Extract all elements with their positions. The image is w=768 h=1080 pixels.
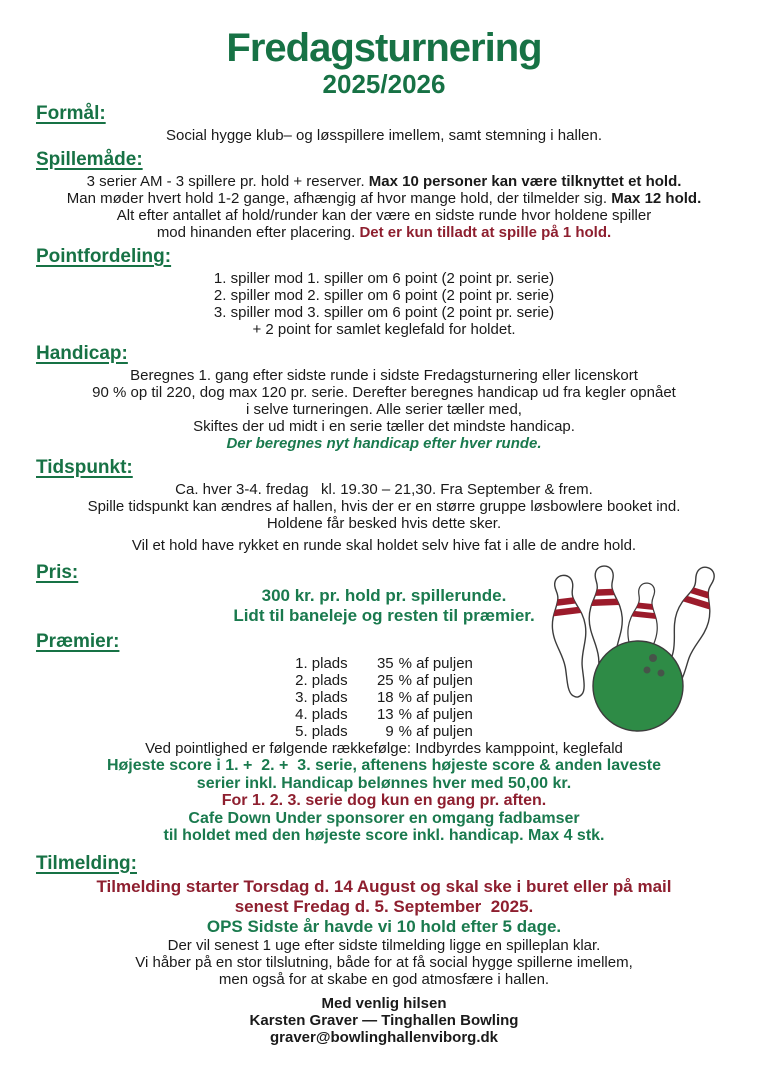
- signature-email: graver@bowlinghallenviborg.dk: [270, 1028, 498, 1046]
- tilmelding-ops: OPS Sidste år havde vi 10 hold efter 5 dage.: [206, 916, 562, 936]
- formaal-body: Social hygge klub– og løsspillere imellem, samt stemning i hallen.: [165, 127, 603, 144]
- bowling-ball-icon: [593, 641, 683, 731]
- prize-place: 2. plads: [295, 672, 348, 689]
- pointfordeling-line-1: 1. spiller mod 1. spiller om 6 point (2 point pr. serie): [213, 270, 555, 287]
- prize-place: 3. plads: [295, 689, 348, 706]
- text-run: 3 serier AM - 3 spillere pr. hold + reserver.: [86, 173, 369, 190]
- tidspunkt-line-2: Spille tidspunkt kan ændres af hallen, hvis der er en større gruppe løsbowlere booket ind.: [87, 498, 681, 515]
- praemier-bonus-5: til holdet med den højeste score inkl. handicap. Max 4 stk.: [163, 827, 605, 844]
- text-run: mod hinanden efter placering.: [156, 224, 360, 241]
- pointfordeling-line-3: 3. spiller mod 3. spiller om 6 point (2 point pr. serie): [213, 304, 555, 321]
- tidspunkt-line-4: Vil et hold have rykket en runde skal holdet selv hive fat i alle de andre hold.: [131, 537, 637, 554]
- handicap-line-2: 90 % op til 220, dog max 120 pr. serie. Derefter beregnes handicap ud fra kegler opnået: [92, 384, 676, 401]
- spillemaade-line-1: [36, 173, 732, 190]
- prize-place: 5. plads: [295, 723, 348, 740]
- prize-row: [295, 689, 473, 706]
- tidspunkt-line-1: Ca. hver 3-4. fredag kl. 19.30 – 21,30. Fra September & frem.: [175, 481, 593, 498]
- praemier-bonus-2: serier inkl. Handicap belønnes hver med 50,00 kr.: [196, 774, 572, 792]
- tilmelding-line-5: Vi håber på en stor tilslutning, både for at få social hygge spillerne imellem,: [135, 953, 633, 971]
- text-run-red: Det er kun tilladt at spille på 1 hold.: [359, 224, 612, 241]
- bowling-pins-and-ball-icon: [548, 558, 756, 733]
- handicap-line-4: Skiftes der ud midt i en serie tæller det mindste handicap.: [193, 418, 575, 435]
- prize-row: [295, 706, 473, 723]
- text-run-bold: Max 10 personer kan være tilknyttet et hold.: [368, 173, 682, 190]
- heading-tilmelding: Tilmelding:: [36, 852, 137, 874]
- prize-place: 1. plads: [295, 655, 348, 672]
- heading-pris: Pris:: [36, 562, 79, 583]
- heading-praemier: Præmier:: [36, 631, 120, 652]
- heading-spillemaade: Spillemåde:: [36, 149, 143, 170]
- heading-handicap: Handicap:: [36, 343, 128, 364]
- prize-row: [295, 655, 473, 672]
- prize-pct: 25: [376, 672, 394, 689]
- prize-place: 4. plads: [295, 706, 348, 723]
- prize-table: [295, 655, 473, 740]
- prize-suffix: % af puljen: [398, 672, 473, 689]
- prize-suffix: % af puljen: [398, 706, 473, 723]
- section-tilmelding: [36, 853, 732, 988]
- section-spillemaade: [36, 149, 732, 241]
- pointfordeling-line-2: 2. spiller mod 2. spiller om 6 point (2 point pr. serie): [213, 287, 555, 304]
- prize-suffix: % af puljen: [398, 689, 473, 706]
- prize-row: [295, 723, 473, 740]
- prize-pct: 9: [385, 723, 394, 740]
- section-pointfordeling: [36, 246, 732, 338]
- praemier-tiebreak: Ved pointlighed er følgende rækkefølge: Indbyrdes kamppoint, keglefald: [145, 740, 623, 757]
- spillemaade-line-3: Alt efter antallet af hold/runder kan der være en sidste runde hvor holdene spiller: [116, 207, 652, 224]
- tidspunkt-line-3: Holdene får besked hvis dette sker.: [266, 515, 502, 532]
- section-tidspunkt: [36, 457, 732, 554]
- praemier-bonus-4: Cafe Down Under sponsorer en omgang fadbamser: [188, 809, 580, 827]
- prize-pct: 13: [376, 706, 394, 723]
- page-title: Fredagsturnering: [226, 26, 542, 70]
- heading-formaal: Formål:: [36, 103, 106, 124]
- prize-suffix: % af puljen: [398, 723, 473, 740]
- heading-pointfordeling: Pointfordeling:: [36, 246, 172, 267]
- prize-row: [295, 672, 473, 689]
- praemier-bonus-1: Højeste score i 1. + 2. + 3. serie, aftenens højeste score & anden laveste: [106, 757, 662, 774]
- season-subtitle: 2025/2026: [322, 69, 446, 99]
- pris-line-1: 300 kr. pr. hold pr. spillerunde.: [261, 586, 507, 605]
- handicap-line-3: i selve turneringen. Alle serier tæller med,: [246, 401, 522, 418]
- text-run: Man møder hvert hold 1-2 gange, afhængig af hvor mange hold, der tilmelder sig.: [66, 190, 612, 207]
- heading-tidspunkt: Tidspunkt:: [36, 457, 133, 478]
- tilmelding-line-1: Tilmelding starter Torsdag d. 14 August og skal ske i buret eller på mail: [96, 876, 672, 896]
- prize-pct: 35: [376, 655, 394, 672]
- signature-greeting: Med venlig hilsen: [321, 994, 447, 1012]
- section-signature: [36, 995, 732, 1046]
- tilmelding-line-4: Der vil senest 1 uge efter sidste tilmelding ligge en spilleplan klar.: [167, 936, 601, 954]
- prize-pct: 18: [376, 689, 394, 706]
- handicap-note: Der beregnes nyt handicap efter hver runde.: [226, 435, 542, 452]
- section-formaal: [36, 103, 732, 144]
- pris-line-2: Lidt til baneleje og resten til præmier.: [233, 606, 535, 625]
- pointfordeling-line-4: + 2 point for samlet keglefald for holdet.: [252, 321, 516, 338]
- bowling-pin-icon: [548, 573, 597, 699]
- tilmelding-line-6: men også for at skabe en god atmosfære i hallen.: [218, 970, 550, 988]
- signature-name: Karsten Graver — Tinghallen Bowling: [249, 1011, 519, 1029]
- section-handicap: [36, 343, 732, 452]
- handicap-line-1: Beregnes 1. gang efter sidste runde i sidste Fredagsturnering eller licenskort: [130, 367, 638, 384]
- text-run-bold: Max 12 hold.: [611, 190, 702, 207]
- spillemaade-line-4: [36, 224, 732, 241]
- tilmelding-line-2: senest Fredag d. 5. September 2025.: [234, 896, 534, 916]
- spillemaade-line-2: [36, 190, 732, 207]
- praemier-bonus-3: For 1. 2. 3. serie dog kun en gang pr. aften.: [221, 792, 547, 809]
- prize-suffix: % af puljen: [398, 655, 473, 672]
